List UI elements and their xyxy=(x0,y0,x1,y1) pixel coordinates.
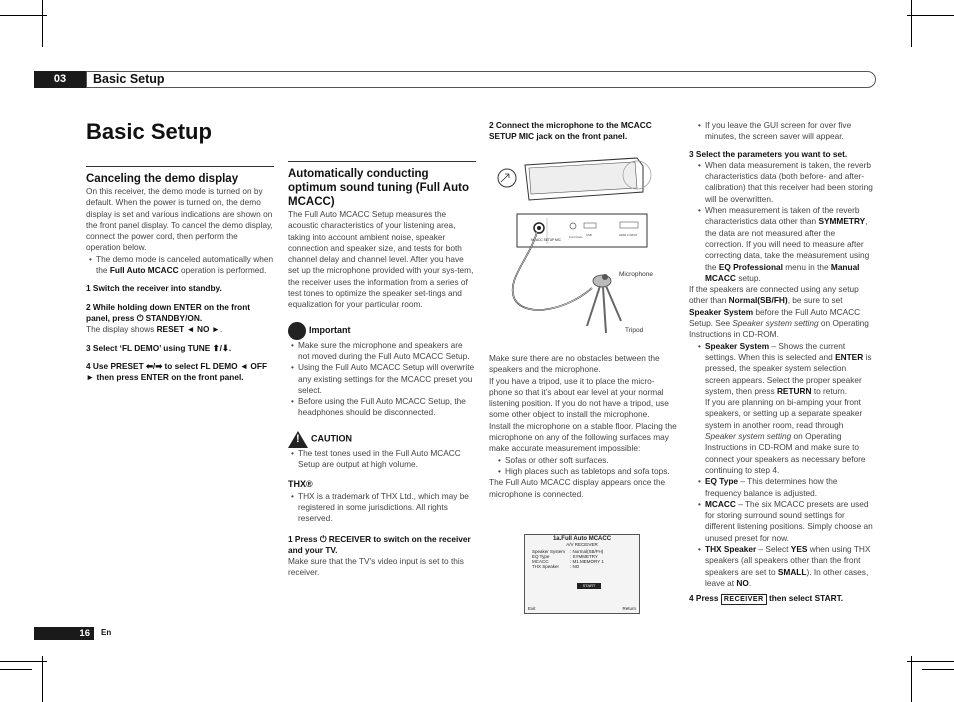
bullet-item: • When data measurement is taken, the reverb characteristics data (both before- and after-calibration) that this receiver had been storing will be overwritten. xyxy=(689,160,873,205)
crop-mark xyxy=(0,661,47,662)
column-2 xyxy=(288,161,476,579)
column-3-body xyxy=(489,353,677,500)
crop-mark xyxy=(922,669,954,670)
bullet-item: • THX Speaker – Select YES when using THX speakers (all speakers other than the front speakers are set to SMALL). In other cases, leave at NO. xyxy=(689,544,873,589)
crop-mark xyxy=(911,656,912,702)
bullet-item: • If you leave the GUI screen for over five minutes, the screen saver will appear. xyxy=(689,120,873,143)
screen-title: 1a.Full Auto MCACC xyxy=(552,536,612,542)
crop-mark xyxy=(42,0,43,47)
bullet-item: • Sofas or other soft surfaces. xyxy=(489,455,677,466)
bullet-item: • Using the Full Auto MCACC Setup will overwrite any existing settings for the MCACC preset you select. xyxy=(288,362,476,396)
microphone-connection-diagram xyxy=(487,150,657,350)
bullet-item: • When measurement is taken of the reverb characteristics data other than SYMMETRY, the data are not measured after the correction. If you will need to measure after correcting data, take the measurement using the EQ Professional menu in the Manual MCACC setup. xyxy=(689,205,873,284)
screen-row: THX Speaker : NO xyxy=(532,564,580,569)
bullet-item: • THX is a trademark of THX Ltd., which may be registered in some jurisdictions. All rights reserved. xyxy=(288,491,476,525)
receiver-key: RECEIVER xyxy=(721,594,767,605)
paragraph: If you are planning on bi-amping your front speakers, or setting up a separate speaker system in another room, read through Speaker system setting on Operating Instructions in CD-ROM and make sure to connect your speakers as necessary before continuing to step 4. xyxy=(705,397,866,475)
paragraph: If you have a tripod, use it to place the micro-phone so that it’s about ear level at your normal listening position. If you do not have a tripod, use some other object to install the microphone. xyxy=(489,375,669,420)
paragraph: On this receiver, the demo mode is turned on by default. When the power is turned on, the demo display is set and various indications are shown on the front panel display. To cancel the demo display, connect the power cord, then perform the operation below. xyxy=(86,186,273,253)
screen-row: EQ Type : SYMMETRY xyxy=(532,554,598,559)
step-2-note: The display shows RESET ◄ NO ►. xyxy=(86,324,223,335)
port-label: HDMI 4 INPUT xyxy=(619,233,638,237)
crop-mark xyxy=(907,15,954,16)
step-4: 4 Press RECEIVER then select START. xyxy=(689,593,844,604)
bullet-item: • EQ Type – This determines how the frequency balance is adjusted. xyxy=(689,476,873,499)
paragraph: Install the microphone on a stable floor. Placing the microphone on any of the following surfaces may make accurate measurement impossible: xyxy=(489,420,677,454)
port-label: Front Zone xyxy=(569,235,583,239)
crop-mark xyxy=(911,0,912,47)
bullet-item: • The demo mode is canceled automatically when the Full Auto MCACC operation is performed. xyxy=(86,254,274,277)
crop-mark xyxy=(0,15,47,16)
important-heading: Important xyxy=(288,322,476,340)
screen-row: Speaker System : Normal(SB/FH) xyxy=(532,549,604,554)
thx-heading: THX® xyxy=(288,479,313,490)
step-3: 3 Select ‘FL DEMO’ using TUNE ⬆/⬇. xyxy=(86,342,232,353)
tripod-label: Tripod xyxy=(625,327,644,334)
bullet-item: • Make sure the microphone and speakers are not moved during the Full Auto MCACC Setup. xyxy=(288,340,476,363)
column-1 xyxy=(86,166,274,383)
paragraph: The Full Auto MCACC Setup measures the acoustic characteristics of your listening area, taking into account ambient noise, speaker connection and speaker size, and tests for both channel delay and channel level. After you have set up the microphone provided with your sys-tem, the receiver uses the information from a series of test tones to optimize the speaker set-tings and equalization for your particular room. xyxy=(288,209,474,310)
note-icon xyxy=(288,322,306,340)
chapter-title-box xyxy=(86,71,876,88)
paragraph: If the speakers are connected using any setup other than Normal(SB/FH), be sure to set Speaker System before the Full Auto MCACC Setup. See Speaker system setting on Operating Instructions in CD-ROM. xyxy=(689,284,869,340)
microphone-tripod xyxy=(587,274,621,333)
jack-panel xyxy=(517,214,647,247)
chapter-header xyxy=(34,71,876,88)
crop-mark xyxy=(907,661,954,662)
section-heading: Automatically conducting optimum sound tuning (Full Auto MCACC) xyxy=(288,161,476,209)
bullet-item: • Speaker System – Shows the current settings. When this is selected and ENTER is pressed, the speaker system selection screen appears. Select the proper speaker system, then press RETURN to return. xyxy=(689,341,873,397)
port-label: USB xyxy=(586,233,592,237)
chapter-number: 03 xyxy=(34,71,86,88)
chapter-title: Basic Setup xyxy=(93,72,165,86)
step-1: 1 Press ⏻ RECEIVER to switch on the receiver and your TV. xyxy=(288,533,471,555)
step-1: 1 Switch the receiver into standby. xyxy=(86,283,222,294)
return-label[interactable]: Return xyxy=(622,606,636,611)
caution-heading: !CAUTION xyxy=(288,431,476,448)
full-auto-mcacc-screen xyxy=(524,534,640,614)
crop-mark xyxy=(42,656,43,702)
screen-row: MCACC : M1.MEMORY 1 xyxy=(532,559,604,564)
step-2: 2 While holding down ENTER on the front panel, press ⏻ STANDBY/ON. xyxy=(86,301,251,323)
start-button[interactable]: START xyxy=(577,583,601,589)
step-1-note: Make sure that the TV’s video input is set to this receiver. xyxy=(288,556,464,578)
receiver-front-panel xyxy=(498,158,651,200)
step-3: 3 Select the parameters you want to set. xyxy=(689,148,848,159)
paragraph: Make sure there are no obstacles between the speakers and the microphone. xyxy=(489,353,660,375)
screen-subtitle: A/V RECEIVER xyxy=(566,542,598,547)
warning-icon xyxy=(288,431,308,448)
paragraph: The Full Auto MCACC display appears once the microphone is connected. xyxy=(489,477,666,499)
exit-label[interactable]: Exit xyxy=(528,606,536,611)
language-label: En xyxy=(101,628,112,637)
page-number: 16 xyxy=(34,627,94,640)
step-4: 4 Use PRESET ⬅/➡ to select FL DEMO ◄ OFF ► then press ENTER on the front panel. xyxy=(86,360,268,383)
step-2: 2 Connect the microphone to the MCACC SETUP MIC jack on the front panel. xyxy=(489,120,652,142)
bullet-item: • Before using the Full Auto MCACC Setup, the headphones should be disconnected. xyxy=(288,396,476,419)
crop-mark xyxy=(0,669,32,670)
bullet-item: • The test tones used in the Full Auto MCACC Setup are output at high volume. xyxy=(288,448,476,471)
column-3 xyxy=(489,120,677,143)
bullet-item: • High places such as tabletops and sofa tops. xyxy=(489,466,677,477)
page-title: Basic Setup xyxy=(86,119,212,144)
section-heading: Canceling the demo display xyxy=(86,166,274,186)
microphone-label: Microphone xyxy=(619,271,653,278)
column-4 xyxy=(689,120,873,605)
bullet-item: • MCACC – The six MCACC presets are used for storing surround sound settings for different listening positions. Simply choose an unused preset for now. xyxy=(689,499,873,544)
jack-label: MCACC SETUP MIC xyxy=(531,238,561,242)
